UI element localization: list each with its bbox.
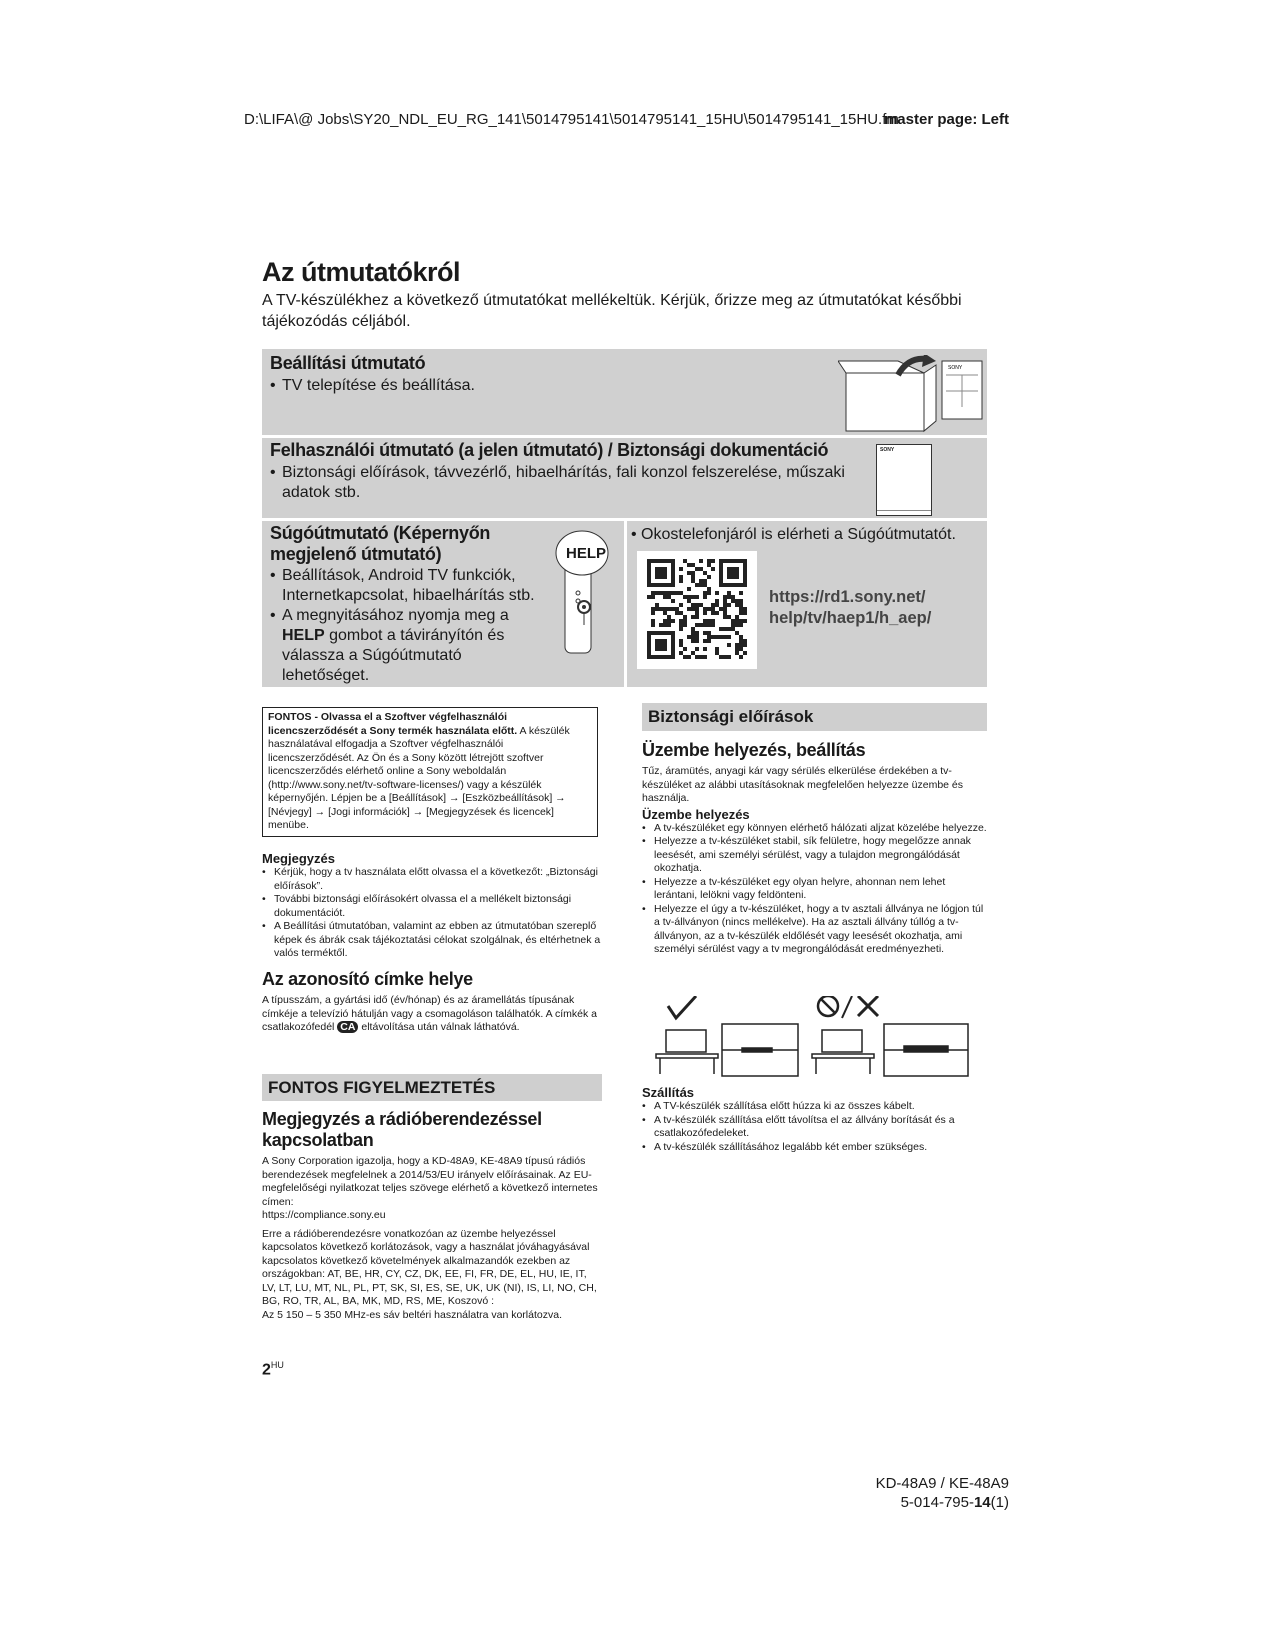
radio-paragraph-2: Erre a rádióberendezésre vonatkozóan az üzembe helyezéssel kapcsolatos következő korlátozások, vagy a használat jóváhagyásával kapcsolatos következő követelmények alkalmazandók ezekben az országokban: AT, BE, HR, CY, CZ, DK, EE, FI, FR, DE, EL, HU, IE, IT, LV, LT, LU, MT, NL, PL, PT, SK, SI, ES, SE, UK, UK (NI), IS, LI, NO, CH, BG, RO, TR, AL, BA, MK, MD, RS, ME, Koszovó : <box>262 1227 597 1307</box>
transport-item-1: • A TV-készülék szállítása előtt húzza ki az összes kábelt. <box>642 1100 987 1114</box>
setup-item-1: • A tv-készüléket egy könnyen elérhető hálózati aljzat közelébe helyezze. <box>642 822 987 836</box>
document-code: 5-014-795-14(1) <box>900 1494 1009 1511</box>
note-item-2: • További biztonsági előírásokért olvassa el a mellékelt biztonsági dokumentációt. <box>262 893 602 920</box>
setup-item-2: • Helyezze a tv-készüléket stabil, sík felületre, hogy megelőzze annak leesését, ami személyi sérülést, vagy a tulajdon megrongálódását okozhatja. <box>642 835 987 876</box>
radio-heading-1: Megjegyzés a rádióberendezéssel <box>262 1109 542 1129</box>
manual-icon: SONY <box>876 444 932 516</box>
setup-guide-heading: Beállítási útmutató <box>270 353 426 373</box>
note-item-3: • A Beállítási útmutatóban, valamint az ebben az útmutatóban szereplő képek és ábrák csak tájékoztatási célokat szolgálnak, és eltérhetnek a valós terméktől. <box>262 920 602 961</box>
important-notice-box <box>262 707 598 837</box>
help-guide-box <box>262 521 624 687</box>
qr-code-image <box>637 551 757 669</box>
warning-heading: FONTOS FIGYELMEZTETÉS <box>262 1074 602 1101</box>
cross-icon <box>858 996 878 1016</box>
master-page-label: master page: Left <box>883 111 1009 128</box>
setup-subheading: Üzembe helyezés <box>642 806 750 822</box>
transport-item-2: • A tv-készülék szállítása előtt távolítsa el az állvány borítását és a csatlakozófedeleket. <box>642 1114 987 1141</box>
radio-paragraph-1: A Sony Corporation igazolja, hogy a KD-48A9, KE-48A9 típusú rádiós berendezések megfelelnek a 2014/53/EU irányelv előírásainak. Az EU-megfelelőségi nyilatkozat teljes szövege elérhető a következő internetes címen: <box>262 1155 598 1208</box>
box-and-manual-icon <box>838 355 984 433</box>
id-label-heading: Az azonosító címke helye <box>262 969 473 989</box>
id-label-text: A típusszám, a gyártási idő (év/hónap) és az áramellátás típusának címkéje a televízió hátulján vagy a csomagoláson találhatók. A címkék a csatlakozófedél CA eltávolítása után válnak láthatóvá. <box>262 994 598 1033</box>
help-url-line-2[interactable]: help/tv/haep1/h_aep/ <box>769 609 932 627</box>
safety-heading: Biztonsági előírások <box>642 703 987 731</box>
help-url-line-1[interactable]: https://rd1.sony.net/ <box>769 588 926 606</box>
page-title: Az útmutatókról <box>262 257 460 287</box>
setup-item-4: • Helyezze el úgy a tv-készüléket, hogy a tv asztali állványa ne lógjon túl a tv-állványon (nincs mellékelve). Ha az asztali állvány túllóg a tv-állványon, az a tv-készülék eldőlését vagy leesését okozhatja, ami személyi sérülést vagy a tv megrongálódását eredményezheti. <box>642 903 987 957</box>
qr-code[interactable] <box>637 551 757 669</box>
smartphone-box: • Okostelefonjáról is elérheti a Súgóútmutatót. https://rd1.sony.net/ help/tv/haep1/h_aep/ <box>627 521 987 687</box>
setup-guide-item: • TV telepítése és beállítása. <box>270 376 475 396</box>
important-notice-bold: FONTOS - Olvassa el a Szoftver végfelhasználói licencszerződését a Sony termék használata előtt. <box>268 711 518 737</box>
checkmark-icon <box>668 996 696 1018</box>
prohibited-icon <box>818 996 852 1018</box>
help-guide-item-2: • A megnyitásához nyomja meg a HELP gombot a távirányítón és válassza a Súgóútmutató lehetőséget. <box>270 606 540 686</box>
smartphone-text: Okostelefonjáról is elérheti a Súgóútmutatót. <box>641 526 956 543</box>
user-guide-item: • Biztonsági előírások, távvezérlő, hibaelhárítás, fali konzol felszerelése, műszaki adatok stb. <box>270 463 845 503</box>
setup-guide-box <box>262 349 987 435</box>
radio-url: https://compliance.sony.eu <box>262 1209 386 1221</box>
help-guide-heading-1: Súgóútmutató (Képernyőn <box>270 523 491 543</box>
transport-subheading: Szállítás <box>642 1085 695 1100</box>
radio-heading-2: kapcsolatban <box>262 1130 374 1150</box>
user-guide-heading: Felhasználói útmutató (a jelen útmutató) / Biztonsági dokumentáció <box>270 440 829 460</box>
model-number: KD-48A9 / KE-48A9 <box>875 1475 1009 1492</box>
file-path: D:\LIFA\@ Jobs\SY20_NDL_EU_RG_141\5014795141\5014795141_15HU\5014795141_15HU.fm <box>244 111 899 128</box>
radio-paragraph-3: Az 5 150 – 5 350 MHz-es sáv beltéri használatra van korlátozva. <box>262 1308 562 1321</box>
install-text: Tűz, áramütés, anyagi kár vagy sérülés elkerülése érdekében a tv-készüléket az alábbi utasításoknak megfelelően helyezze üzembe és használja. <box>642 765 964 804</box>
user-guide-box <box>262 438 987 518</box>
help-guide-heading-2: megjelenő útmutató) <box>270 544 442 564</box>
intro-text: A TV-készülékhez a következő útmutatókat mellékeltük. Kérjük, őrizze meg az útmutatókat későbbi tájékozódás céljából. <box>262 292 962 330</box>
transport-item-3: • A tv-készülék szállításához legalább két ember szükséges. <box>642 1141 987 1155</box>
help-label: HELP <box>566 545 607 562</box>
install-heading: Üzembe helyezés, beállítás <box>642 740 866 760</box>
notes-heading: Megjegyzés <box>262 851 335 866</box>
ca-badge: CA <box>337 1021 358 1033</box>
page-number: $2^{HU}$ <box>262 1360 284 1379</box>
setup-item-3: • Helyezze a tv-készüléket egy olyan helyre, ahonnan nem lehet lerántani, lelökni vagy feldönteni. <box>642 876 987 903</box>
help-guide-item-1: • Beállítások, Android TV funkciók, Internetkapcsolat, hibaelhárítás stb. <box>270 566 540 606</box>
stand-placement-illustration <box>652 996 982 1080</box>
important-notice-text: A készülék használatával elfogadja a Szoftver végfelhasználói licencszerződését. Az Ön és a Sony között létrejött szoftver licencszerződés elérhető online a Sony weboldalán (http://www.sony.net/tv-software-licenses/) vagy a készülék képernyőjén. Lépjen be a [Beállítások] → [Eszközbeállítások] → [Névjegy] → [Jogi információk] → [Megjegyzések és licencek] menübe. <box>268 724 570 831</box>
svg-text:SONY: SONY <box>948 365 963 371</box>
note-item-1: • Kérjük, hogy a tv használata előtt olvassa el a következőt: „Biztonsági előírások”. <box>262 866 602 893</box>
